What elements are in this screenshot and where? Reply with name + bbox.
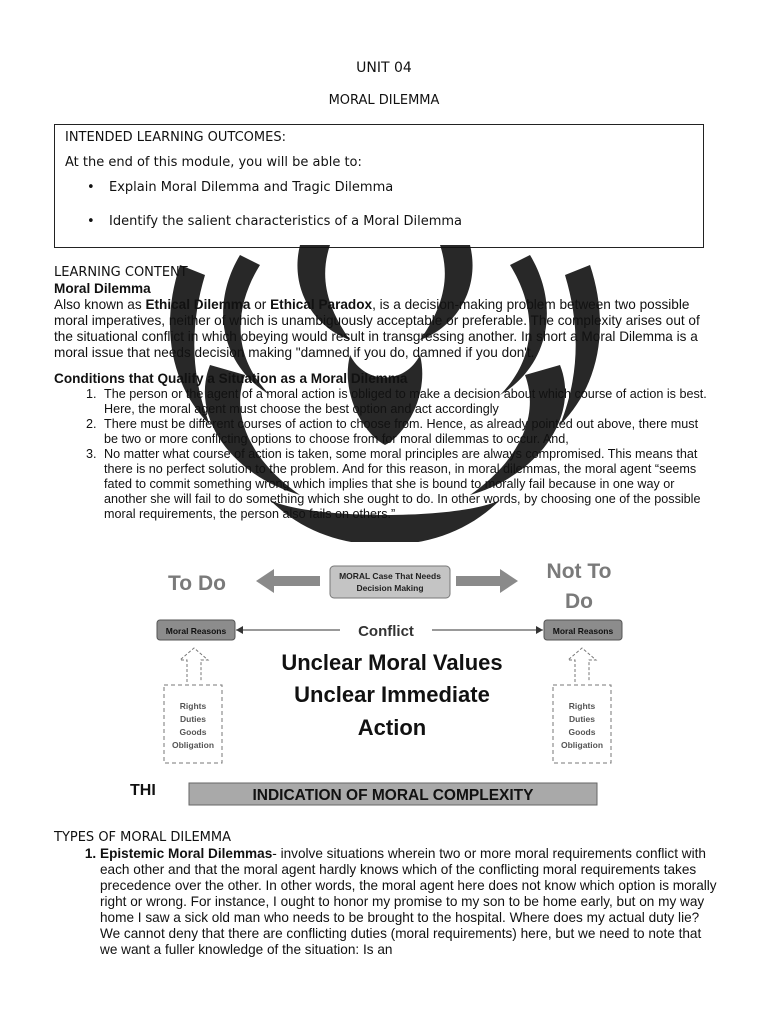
type-term: Epistemic Moral Dilemmas — [100, 846, 273, 861]
definition-text: Also known as — [54, 297, 146, 312]
types-heading: TYPES OF MORAL DILEMMA — [54, 830, 232, 845]
term-ethical-dilemma: Ethical Dilemma — [145, 297, 251, 312]
basis-box-left — [164, 685, 222, 763]
basis-item: Duties — [569, 714, 595, 724]
outcomes-heading: INTENDED LEARNING OUTCOMES: — [65, 130, 286, 145]
moral-reasons-left-text: Moral Reasons — [165, 626, 227, 636]
dashed-up-arrow-icon — [180, 648, 208, 682]
right-arrow-icon — [456, 569, 518, 593]
to-do-label: To Do — [168, 572, 226, 595]
outcomes-list — [87, 179, 462, 247]
moral-case-text: MORAL Case That Needs — [339, 571, 441, 581]
basis-item: Rights — [568, 701, 596, 711]
basis-item: Goods — [179, 727, 207, 737]
conditions-list — [54, 387, 714, 522]
not-to-do-label: Do — [565, 590, 593, 613]
term-ethical-paradox: Ethical Paradox — [270, 297, 373, 312]
not-to-do-label: Not To — [546, 560, 612, 583]
learning-content-heading: LEARNING CONTENT — [54, 265, 188, 280]
basis-item: Obligation — [171, 740, 215, 750]
basis-box-right — [553, 685, 611, 763]
definition-text: or — [250, 297, 271, 312]
outcomes-intro: At the end of this module, you will be able to: — [65, 155, 362, 170]
learning-content — [54, 265, 714, 522]
condition-item: 1. The person or the agent of a moral action is obliged to make a decision about which course of action is best. Here, the moral agent must choose the best option and act accordingly — [100, 387, 714, 417]
action-text: Action — [357, 715, 427, 740]
complexity-banner-text: INDICATION OF MORAL COMPLEXITY — [252, 787, 534, 804]
page-title: MORAL DILEMMA — [328, 93, 440, 108]
types-section — [54, 830, 718, 958]
conflict-arrowhead-icon — [236, 626, 243, 634]
type-item — [100, 846, 718, 958]
outcome-item: • Explain Moral Dilemma and Tragic Dilemma — [87, 179, 462, 213]
dashed-up-arrow-icon — [568, 648, 596, 682]
unit-number: UNIT 04 — [356, 60, 412, 76]
basis-item: Goods — [568, 727, 596, 737]
basis-item: Obligation — [560, 740, 604, 750]
condition-item: 3. No matter what course of action is taken, some moral principles are always compromised. This means that there is no perfect solution to the problem. And for this reason, in moral dilemmas, the moral agent “seems fated to commit something wrong which implies that she is bound to morally fail because in one way or another she will fail to do something which she ought to do. In other words, by choosing one of the possible moral requirements, the person also fails on others.” — [100, 447, 714, 522]
moral-reasons-right-text: Moral Reasons — [552, 626, 614, 636]
unclear-values-text: Unclear Moral Values — [281, 650, 503, 675]
type-description: - involve situations wherein two or more moral requirements conflict with each other and that the moral agent hardly knows which of the conflicting moral requirements takes precedence over the other. In other words, the moral agent here does not know which option is morally right or wrong. For instance, I ought to honor my promise to my son to be home early, but on my way home I saw a sick old man who needs to be brought to the hospital. Where does my actual duty lie? We cannot deny that there are conflicting duties (moral requirements) here, but we need to note that we want a fuller knowledge of the situation: Is an — [100, 846, 717, 957]
learning-outcomes-box — [54, 124, 704, 248]
moral-complexity-diagram — [130, 542, 642, 817]
definition-paragraph — [54, 297, 714, 361]
moral-case-text: Decision Making — [356, 583, 424, 593]
partial-heading-text: THI — [130, 782, 156, 799]
conflict-arrowhead-icon — [536, 626, 543, 634]
basis-item: Duties — [180, 714, 206, 724]
moral-dilemma-subheading: Moral Dilemma — [54, 281, 151, 296]
left-arrow-icon — [256, 569, 320, 593]
conflict-label: Conflict — [358, 623, 414, 640]
condition-item: 2. There must be different courses of action to choose from. Hence, as already pointed out above, there must be two or more conflicting options to choose from for moral dilemmas to occur. And, — [100, 417, 714, 447]
definition-text: , is a decision-making problem between two possible moral imperatives, neither of which is unambiguously acceptable or preferable. The complexity arises out of the situational conflict in which obeying would result in transgressing another. In short a Moral Dilemma is a moral issue that needs decision making "damned if you do, damned if you don't. — [54, 297, 700, 360]
conditions-heading: Conditions that Qualify a Situation as a Moral Dilemma — [54, 371, 408, 386]
outcome-item: • Identify the salient characteristics of a Moral Dilemma — [87, 213, 462, 247]
basis-item: Rights — [179, 701, 207, 711]
types-list — [54, 846, 718, 958]
unclear-action-text: Unclear Immediate — [294, 682, 490, 707]
